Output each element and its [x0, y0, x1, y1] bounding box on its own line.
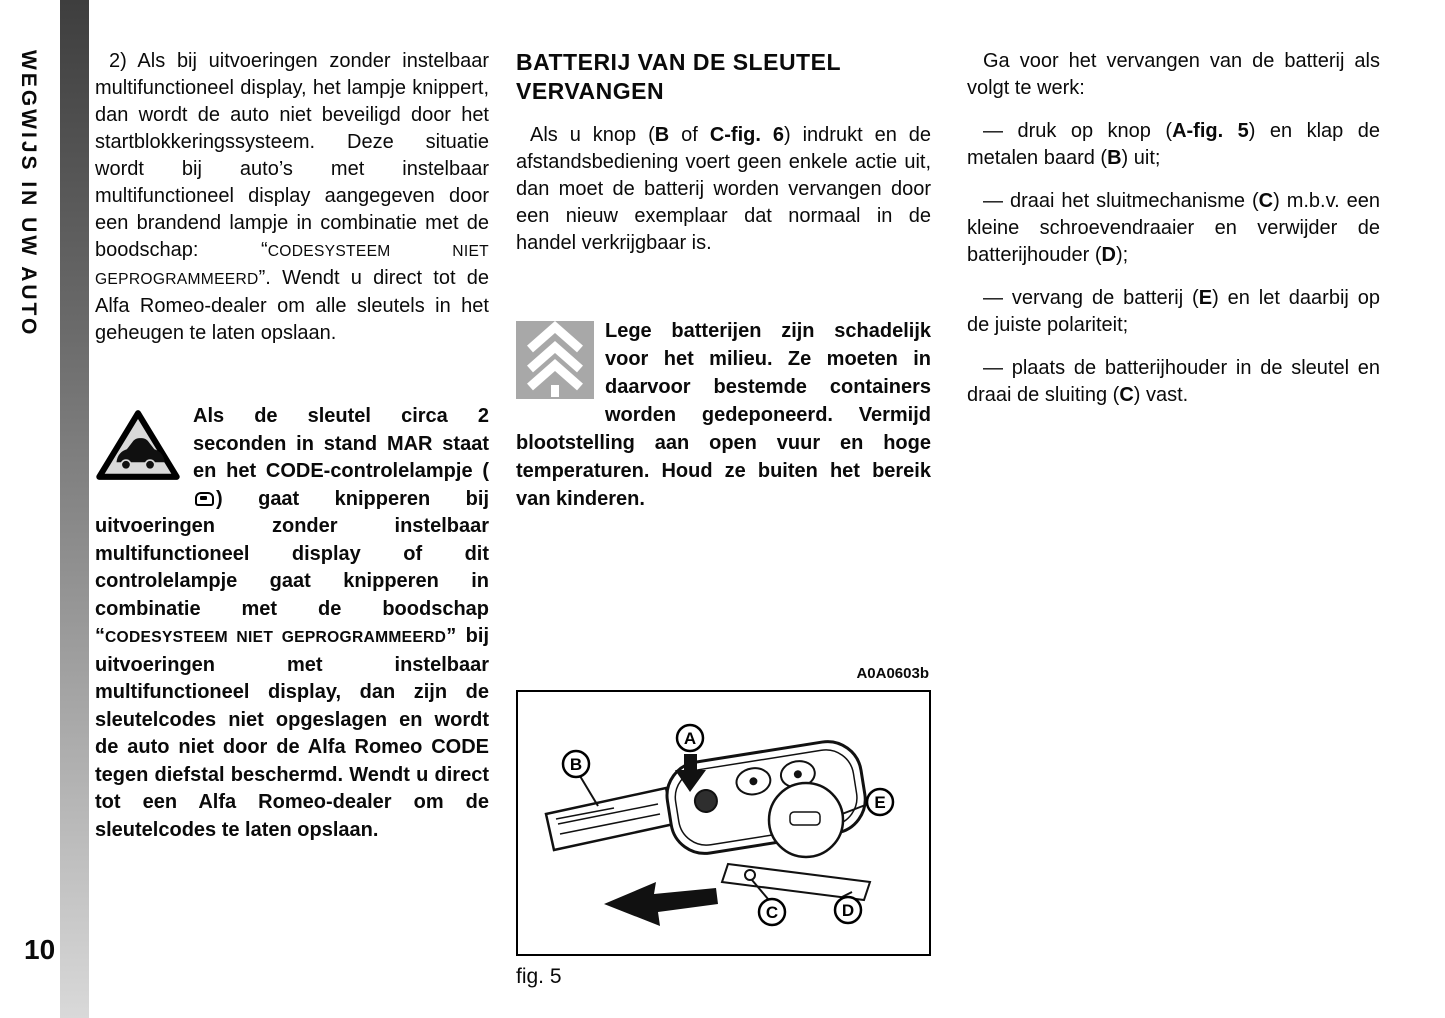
- text-segment: — plaats de batterijhouder in de sleutel en draai de sluiting (: [967, 357, 1380, 406]
- column-3: [967, 48, 1380, 425]
- text-segment: — draai het sluitmechanisme (: [983, 190, 1259, 212]
- text-segment: );: [1115, 244, 1129, 266]
- code-lamp-icon: [195, 492, 214, 506]
- text-segment: C: [1258, 190, 1274, 212]
- paragraph-immobilizer: [95, 48, 489, 347]
- text-segment: ) en let daarbij op de juiste polariteit;: [967, 287, 1380, 336]
- text-segment: ) m.b.v. een kleine schroevendraaier en verwijder de batterijhouder (: [967, 190, 1380, 266]
- text-segment: E: [1198, 287, 1213, 309]
- page-number: 10: [24, 934, 56, 965]
- label-C: C: [765, 903, 779, 922]
- text-segment: ) en klap de metalen baard (: [967, 120, 1380, 169]
- text-segment: A-fig. 5: [1172, 120, 1249, 142]
- text-segment: Als de sleutel circa 2 seconden in stand MAR staat en het CODE-controlelampje (: [193, 405, 489, 482]
- text-segment: ) uit;: [1121, 147, 1161, 169]
- procedure-step-3: [967, 285, 1380, 339]
- text-segment: B: [1107, 147, 1122, 169]
- figure-code: A0A0603b: [856, 665, 929, 682]
- text-segment: ) vast.: [1133, 384, 1189, 406]
- text-segment: ” bij uitvoeringen met instelbaar multifunctioneel display, dan zijn de sleutelcodes niet opgeslagen en wordt de auto niet door de Alfa Romeo CODE tegen diefstal beschermd. Wendt u direct tot een Alfa Romeo-dealer om de sleutelcodes te laten opslaan.: [95, 625, 489, 841]
- label-A: A: [683, 729, 697, 748]
- section-heading: BATTERIJ VAN DE SLEUTEL VERVANGEN: [516, 49, 841, 104]
- column-1: [95, 48, 489, 844]
- eco-warning-text: Lege batterijen zijn schadelijk voor het milieu. Ze moeten in daarvoor bestemde containers worden gedeponeerd. Vermijd blootstelling aan open vuur en hoge temperaturen. Houd ze buiten het bereik van kinderen.: [516, 320, 931, 510]
- paragraph-battery-replace: [516, 122, 931, 257]
- procedure-step-4: [967, 355, 1380, 409]
- text-segment: CODESYSTEEM NIET GEPROGRAMMEERD: [105, 629, 447, 646]
- text-segment: — vervang de batterij (: [983, 287, 1199, 309]
- recycling-tree-icon: [516, 321, 594, 399]
- eco-warning-block: [516, 317, 931, 513]
- chapter-title-vertical: WEGWIJS IN UW AUTO: [17, 50, 40, 338]
- figure-image-key-diagram: [516, 690, 931, 956]
- text-segment: B: [654, 124, 670, 146]
- text-segment: of: [669, 124, 710, 146]
- label-E: E: [874, 793, 886, 812]
- text-segment: ) indrukt en de afstandsbediening voert geen enkele actie uit, dan moet de batterij worden vervangen door een nieuw exemplaar dat normaal in de handel verkrijgbaar is.: [516, 124, 932, 254]
- text-segment: ”. Wendt u direct tot de Alfa Romeo-dealer om alle sleutels in het geheugen te laten opslaan.: [95, 267, 489, 344]
- text-segment: CODESYSTEEM NIET GEPROGRAMMEERD: [95, 243, 489, 288]
- procedure-step-2: [967, 188, 1380, 269]
- label-D: D: [841, 901, 855, 920]
- sidebar-gradient-bar: [60, 0, 89, 1018]
- text-segment: C: [1119, 384, 1134, 406]
- figure-5: [516, 660, 931, 990]
- procedure-step-1: [967, 118, 1380, 172]
- column-2: [516, 48, 932, 988]
- figure-caption: fig. 5: [516, 965, 562, 988]
- text-segment: ) gaat knipperen bij uitvoeringen zonder instelbaar multifunctioneel display of dit controlelampje gaat knipperen in combinatie met de boodschap “: [95, 487, 489, 647]
- warning-triangle-car-icon: [95, 407, 181, 483]
- text-segment: D: [1101, 244, 1116, 266]
- text-segment: 2) Als bij uitvoeringen zonder instelbaar multifunctioneel display, het lampje knippert, dan wordt de auto niet beveiligd door het startblokkeringssysteem. Deze situatie wordt bij auto’s met instelbaar multifunctioneel display aangegeven door een brandend lampje in combinatie met de boodschap: “: [95, 50, 489, 261]
- flip-direction-arrow-icon: [604, 882, 718, 926]
- label-B: B: [569, 755, 583, 774]
- text-segment: — druk op knop (: [983, 120, 1173, 142]
- procedure-intro: Ga voor het vervangen van de batterij als volgt te werk:: [967, 50, 1380, 99]
- text-segment: Als u knop (: [530, 124, 655, 146]
- text-segment: C-fig. 6: [709, 124, 784, 146]
- warning-block: [95, 403, 489, 844]
